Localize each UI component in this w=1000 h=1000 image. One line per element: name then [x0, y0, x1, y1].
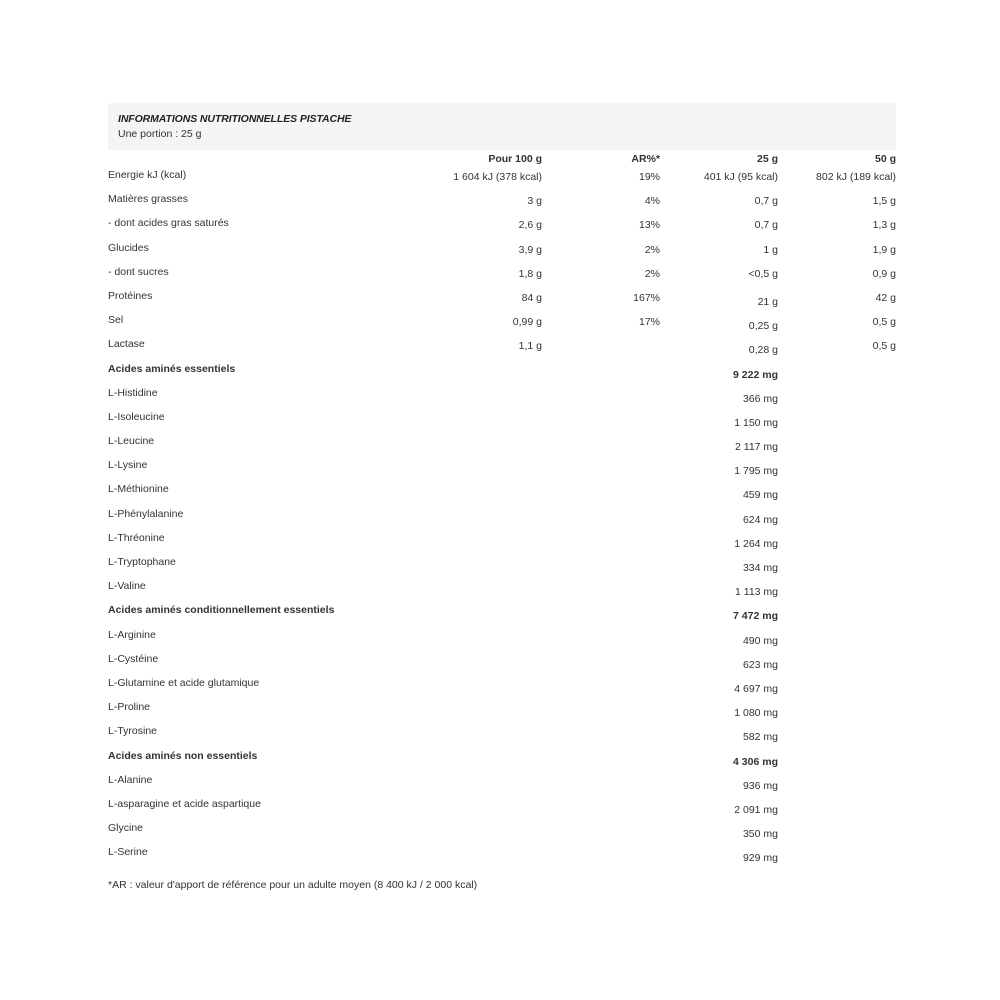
row-label: Glucides	[108, 241, 149, 254]
row-label: L-Isoleucine	[108, 410, 165, 423]
per-100g-value: 0,99 g	[512, 316, 542, 329]
per-100g-value: 1,1 g	[518, 340, 542, 353]
per-50g-value: 42 g	[875, 291, 896, 304]
ar-percent-value: 17%	[638, 316, 660, 329]
per-100g-value: 1 604 kJ (378 kcal)	[453, 171, 542, 183]
row-label: Sel	[108, 314, 124, 327]
row-label: Acides aminés non essentiels	[108, 749, 258, 762]
table-row	[108, 385, 896, 409]
row-label: L-Valine	[108, 580, 146, 593]
row-label: L-asparagine et acide aspartique	[108, 797, 261, 810]
column-header-25g: 25 g	[756, 153, 778, 165]
table-row	[108, 820, 896, 844]
per-100g-value: 84 g	[521, 291, 542, 304]
table-row	[108, 844, 896, 868]
row-label: L-Histidine	[108, 386, 158, 399]
per-100g-value: 3,9 g	[518, 243, 542, 256]
table-section-row	[108, 748, 896, 772]
ar-percent-value: 2%	[644, 267, 660, 280]
row-label: L-Proline	[108, 701, 151, 714]
per-25g-value: 0,25 g	[748, 320, 778, 333]
per-50g-value: 0,5 g	[872, 340, 896, 353]
row-label: Matières grasses	[108, 193, 188, 206]
table-row	[108, 675, 896, 699]
per-25g-value: 624 mg	[742, 513, 778, 526]
table-row	[108, 167, 896, 191]
table-row	[108, 481, 896, 505]
row-label: L-Glutamine et acide glutamique	[108, 676, 260, 689]
table-row	[108, 215, 896, 239]
per-50g-value: 0,5 g	[872, 316, 896, 329]
per-25g-value: 623 mg	[742, 658, 778, 671]
table-row	[108, 651, 896, 675]
column-header-per-100g: Pour 100 g	[488, 153, 542, 165]
per-25g-value: 0,7 g	[754, 219, 778, 232]
per-25g-value: 0,7 g	[754, 195, 778, 208]
table-row	[108, 433, 896, 457]
row-label: L-Tryptophane	[108, 556, 176, 568]
column-header-ar: AR%*	[631, 153, 660, 165]
per-50g-value: 1,9 g	[872, 243, 896, 256]
ar-percent-value: 4%	[644, 195, 660, 208]
row-label: L-Tyrosine	[108, 725, 158, 738]
per-50g-value: 1,3 g	[872, 219, 896, 232]
per-25g-value: 350 mg	[742, 828, 778, 841]
row-label: - dont acides gras saturés	[108, 217, 229, 230]
table-body	[108, 167, 896, 868]
per-25g-value: 490 mg	[742, 634, 778, 647]
per-50g-value: 0,9 g	[872, 267, 896, 280]
per-25g-value: 9 222 mg	[733, 368, 778, 381]
per-25g-value: 936 mg	[742, 779, 778, 792]
table-row	[108, 457, 896, 481]
table-row	[108, 723, 896, 747]
ar-percent-value: 13%	[638, 219, 660, 232]
table-row	[108, 336, 896, 360]
row-label: Protéines	[108, 289, 153, 302]
ar-percent-value: 19%	[638, 171, 660, 183]
table-row	[108, 191, 896, 215]
table-row	[108, 530, 896, 554]
table-row	[108, 578, 896, 602]
nutrition-table	[108, 151, 896, 868]
per-25g-value: 582 mg	[742, 731, 778, 744]
per-25g-value: 0,28 g	[748, 344, 778, 357]
per-25g-value: 4 306 mg	[733, 755, 778, 768]
per-25g-value: 459 mg	[742, 489, 778, 502]
ar-percent-value: 167%	[633, 291, 660, 304]
row-label: L-Arginine	[108, 628, 156, 641]
table-section-row	[108, 361, 896, 385]
per-25g-value: <0,5 g	[748, 267, 778, 280]
table-row	[108, 554, 896, 578]
ar-percent-value: 2%	[644, 243, 660, 256]
table-row	[108, 506, 896, 530]
per-25g-value: 1 150 mg	[734, 416, 778, 429]
table-header-row	[108, 151, 896, 167]
per-100g-value: 1,8 g	[518, 267, 542, 280]
table-row	[108, 409, 896, 433]
table-row	[108, 312, 896, 336]
per-100g-value: 2,6 g	[518, 219, 542, 232]
per-50g-value: 802 kJ (189 kcal)	[816, 171, 896, 183]
column-header-50g: 50 g	[874, 153, 896, 165]
per-25g-value: 334 mg	[742, 562, 778, 574]
row-label: L-Thréonine	[108, 531, 165, 544]
table-row	[108, 772, 896, 796]
footnote: *AR : valeur d'apport de référence pour un adulte moyen (8 400 kJ / 2 000 kcal)	[108, 879, 478, 891]
row-label: Lactase	[108, 338, 145, 351]
per-25g-value: 1 113 mg	[735, 586, 778, 599]
serving-size: Une portion : 25 g	[118, 128, 202, 140]
nutrition-header	[108, 103, 896, 150]
row-label: L-Serine	[108, 846, 148, 859]
per-25g-value: 1 264 mg	[734, 537, 778, 550]
row-label: L-Méthionine	[108, 483, 169, 496]
row-label: Acides aminés conditionnellement essentiels	[108, 604, 335, 617]
row-label: Glycine	[108, 822, 144, 835]
per-25g-value: 21 g	[757, 295, 778, 308]
per-25g-value: 2 091 mg	[734, 803, 778, 816]
per-25g-value: 7 472 mg	[733, 610, 778, 623]
nutrition-panel	[108, 103, 896, 868]
table-row	[108, 627, 896, 651]
table-row	[108, 796, 896, 820]
per-25g-value: 401 kJ (95 kcal)	[703, 171, 778, 183]
row-label: L-Alanine	[108, 773, 153, 786]
row-label: - dont sucres	[108, 265, 169, 278]
row-label: L-Lysine	[108, 459, 148, 472]
per-25g-value: 366 mg	[742, 392, 778, 405]
row-label: L-Phénylalanine	[108, 507, 184, 520]
table-row	[108, 264, 896, 288]
per-25g-value: 2 117 mg	[735, 441, 778, 454]
row-label: Acides aminés essentiels	[108, 362, 236, 375]
table-section-row	[108, 602, 896, 626]
table-row	[108, 240, 896, 264]
per-25g-value: 1 g	[763, 243, 778, 256]
per-100g-value: 3 g	[527, 195, 542, 208]
per-50g-value: 1,5 g	[872, 195, 896, 208]
table-row	[108, 699, 896, 723]
row-label: L-Leucine	[108, 435, 155, 448]
table-row	[108, 288, 896, 312]
per-25g-value: 929 mg	[742, 852, 778, 865]
per-25g-value: 1 080 mg	[734, 707, 778, 720]
row-label: Energie kJ (kcal)	[108, 169, 187, 181]
nutrition-title: INFORMATIONS NUTRITIONNELLES PISTACHE	[118, 113, 352, 125]
row-label: L-Cystéine	[108, 652, 159, 665]
per-25g-value: 1 795 mg	[734, 465, 778, 478]
per-25g-value: 4 697 mg	[734, 682, 778, 695]
